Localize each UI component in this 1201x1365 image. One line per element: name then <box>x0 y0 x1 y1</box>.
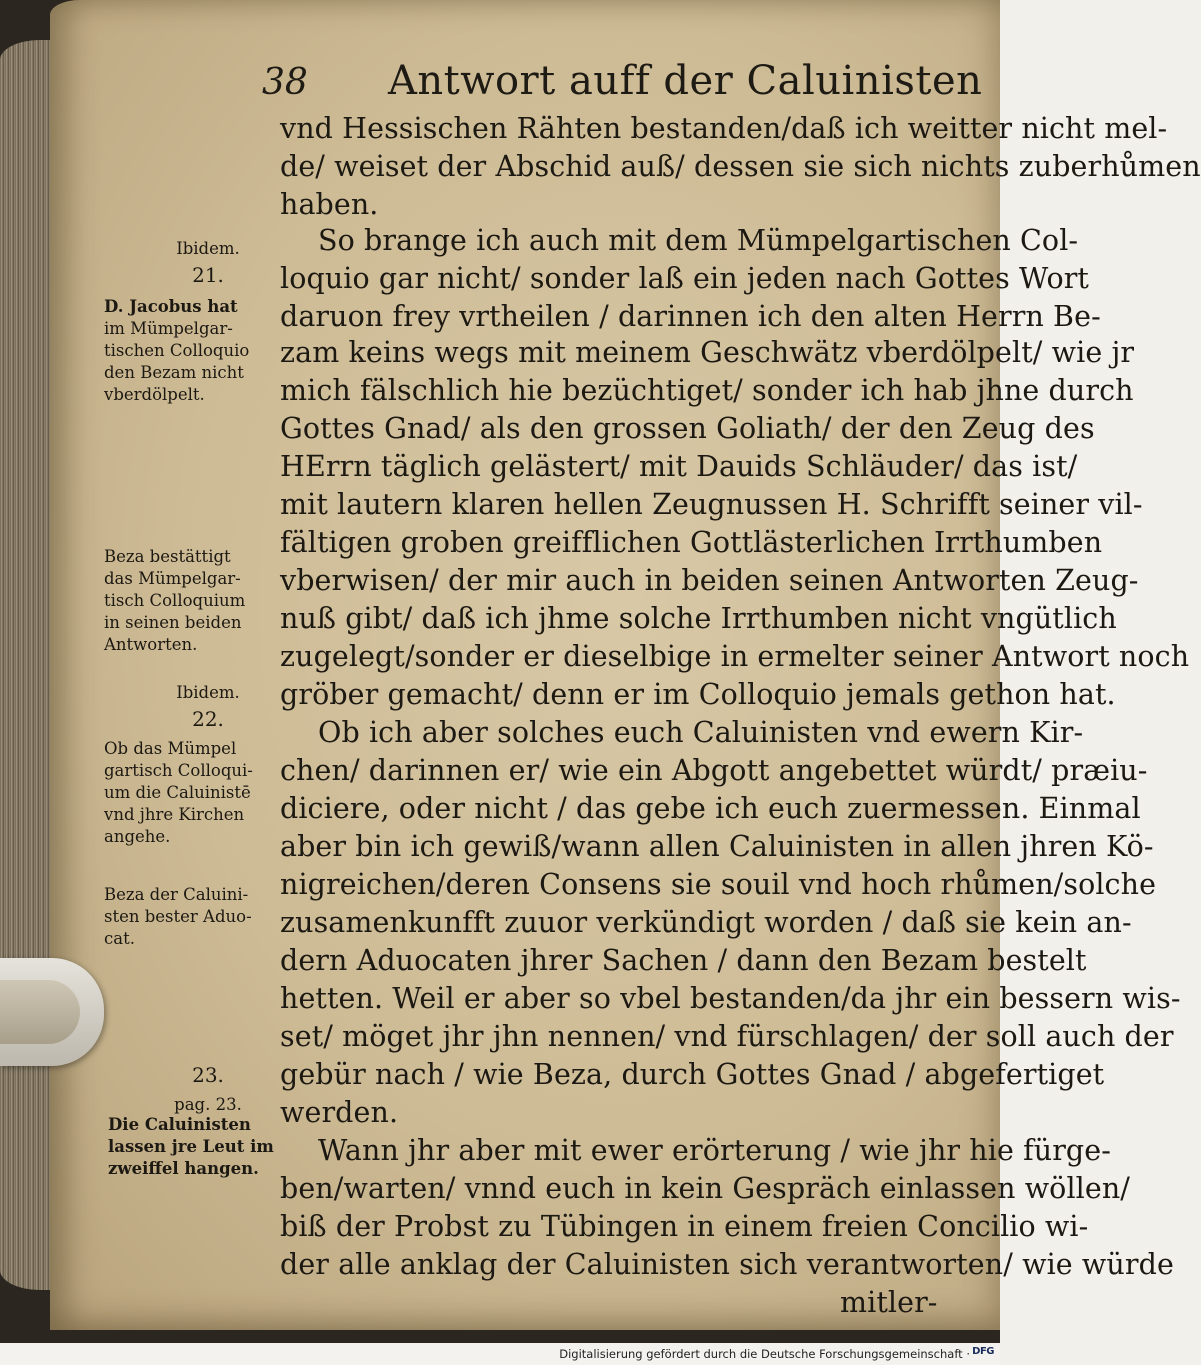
body-line: haben. <box>280 188 379 221</box>
margin-note-line: tischen Colloquio <box>104 341 250 360</box>
body-line: mich fälschlich hie bezüchtiget/ sonder ich hab jhne durch <box>280 374 1134 407</box>
body-line: zusamenkunfft zuuor verkündigt worden / daß sie kein an- <box>280 906 1132 939</box>
body-line: Wann jhr aber mit ewer erörterung / wie jhr hie fürge- <box>318 1134 1111 1167</box>
margin-note-jacobus <box>104 296 249 406</box>
margin-note-line: Ob das Mümpel <box>104 739 237 758</box>
bookmark-clip-inner <box>0 980 80 1044</box>
margin-note-line: Beza bestättigt <box>104 547 231 566</box>
body-line: set/ möget jhr jhn nennen/ vnd fürschlagen/ der soll auch der <box>280 1020 1174 1053</box>
body-line: biß der Probst zu Tübingen in einem freien Concilio wi- <box>280 1210 1089 1243</box>
margin-note-line: angehe. <box>104 827 171 846</box>
margin-note-line: sten bester Aduo- <box>104 907 252 926</box>
body-line: nigreichen/deren Consens sie souil vnd hoch rhůmen/solche <box>280 868 1157 901</box>
margin-note-line: den Bezam nicht <box>104 363 244 382</box>
body-line: fältigen groben greifflichen Gottlästerlichen Irrthumben <box>280 526 1103 559</box>
margin-note-line: das Mümpelgar- <box>104 569 241 588</box>
body-line: ben/warten/ vnnd euch in kein Gespräch einlassen wöllen/ <box>280 1172 1130 1205</box>
margin-ibidem: Ibidem. <box>176 683 240 702</box>
dfg-logo: DFG <box>972 1346 994 1357</box>
book-page-edges <box>0 40 56 1290</box>
margin-note-line: Antworten. <box>104 635 198 654</box>
body-line: mit lautern klaren hellen Zeugnussen H. Schrifft seiner vil- <box>280 488 1143 521</box>
body-line: de/ weiset der Abschid auß/ dessen sie sich nichts zuberhůmen <box>280 150 1201 183</box>
body-line: zugelegt/sonder er dieselbige in ermelter seiner Antwort noch <box>280 640 1190 673</box>
body-line: loquio gar nicht/ sonder laß ein jeden nach Gottes Wort <box>280 262 1089 295</box>
page-number: 38 <box>262 62 308 103</box>
body-line: Ob ich aber solches euch Caluinisten vnd ewern Kir- <box>318 716 1084 749</box>
margin-number-23: 23. <box>192 1063 224 1087</box>
margin-note-line: D. Jacobus hat <box>104 297 238 316</box>
margin-note-line: in seinen beiden <box>104 613 242 632</box>
margin-note-line: zweiffel hangen. <box>108 1159 259 1178</box>
body-line: Gottes Gnad/ als den grossen Goliath/ der den Zeug des <box>280 412 1095 445</box>
footer-bar <box>0 1343 1000 1365</box>
margin-note-line: vnd jhre Kirchen <box>104 805 245 824</box>
body-line: diciere, oder nicht / das gebe ich euch zuermessen. Einmal <box>280 792 1141 825</box>
body-line: zam keins wegs mit meinem Geschwätz vberdölpelt/ wie jr <box>280 336 1135 369</box>
body-line: der alle anklag der Caluinisten sich verantworten/ wie würde <box>280 1248 1174 1281</box>
margin-number-22: 22. <box>192 707 224 731</box>
body-line-catchword: mitler- <box>840 1286 938 1319</box>
margin-note-ob <box>104 738 253 848</box>
body-line: vnd Hessischen Rähten bestanden/daß ich weitter nicht mel- <box>280 112 1168 145</box>
body-line: aber bin ich gewiß/wann allen Caluinisten in allen jhren Kö- <box>280 830 1154 863</box>
margin-note-line: tisch Colloquium <box>104 591 246 610</box>
body-line: gröber gemacht/ denn er im Colloquio jemals gethon hat. <box>280 678 1116 711</box>
margin-number-21: 21. <box>192 263 224 287</box>
margin-note-line: gartisch Colloqui- <box>104 761 253 780</box>
body-line: gebür nach / wie Beza, durch Gottes Gnad / abgefertiget <box>280 1058 1105 1091</box>
margin-note-line: im Mümpelgar- <box>104 319 233 338</box>
running-title: Antwort auff der Caluinisten <box>388 58 983 104</box>
body-line: hetten. Weil er aber so vbel bestanden/da jhr ein bessern wis- <box>280 982 1181 1015</box>
body-line: vberwisen/ der mir auch in beiden seinen Antworten Zeug- <box>280 564 1139 597</box>
margin-note-line: cat. <box>104 929 135 948</box>
body-line: HErrn täglich gelästert/ mit Dauids Schläuder/ das ist/ <box>280 450 1078 483</box>
body-line: chen/ darinnen er/ wie ein Abgott angebettet würdt/ præiu- <box>280 754 1148 787</box>
footer-credit: Digitalisierung gefördert durch die Deutsche Forschungsgemeinschaft · <box>559 1347 970 1361</box>
body-line: dern Aduocaten jhrer Sachen / dann den Bezam bestelt <box>280 944 1087 977</box>
margin-pag-23: pag. 23. <box>174 1095 242 1114</box>
margin-note-line: vberdölpelt. <box>104 385 205 404</box>
body-line: nuß gibt/ daß ich jhme solche Irrthumben nicht vngütlich <box>280 602 1117 635</box>
margin-note-line: lassen jre Leut im <box>108 1137 274 1156</box>
margin-note-beza <box>104 546 245 656</box>
margin-note-aduocat <box>104 884 252 950</box>
margin-note-line: Beza der Caluini- <box>104 885 249 904</box>
margin-note-line: um die Caluinistē <box>104 783 251 802</box>
margin-note-line: Die Caluinisten <box>108 1115 251 1134</box>
margin-ibidem: Ibidem. <box>176 239 240 258</box>
margin-note-caluinisten <box>108 1114 274 1180</box>
body-line: werden. <box>280 1096 399 1129</box>
body-line: So brange ich auch mit dem Mümpelgartischen Col- <box>318 224 1079 257</box>
body-line: daruon frey vrtheilen / darinnen ich den alten Herrn Be- <box>280 300 1101 333</box>
